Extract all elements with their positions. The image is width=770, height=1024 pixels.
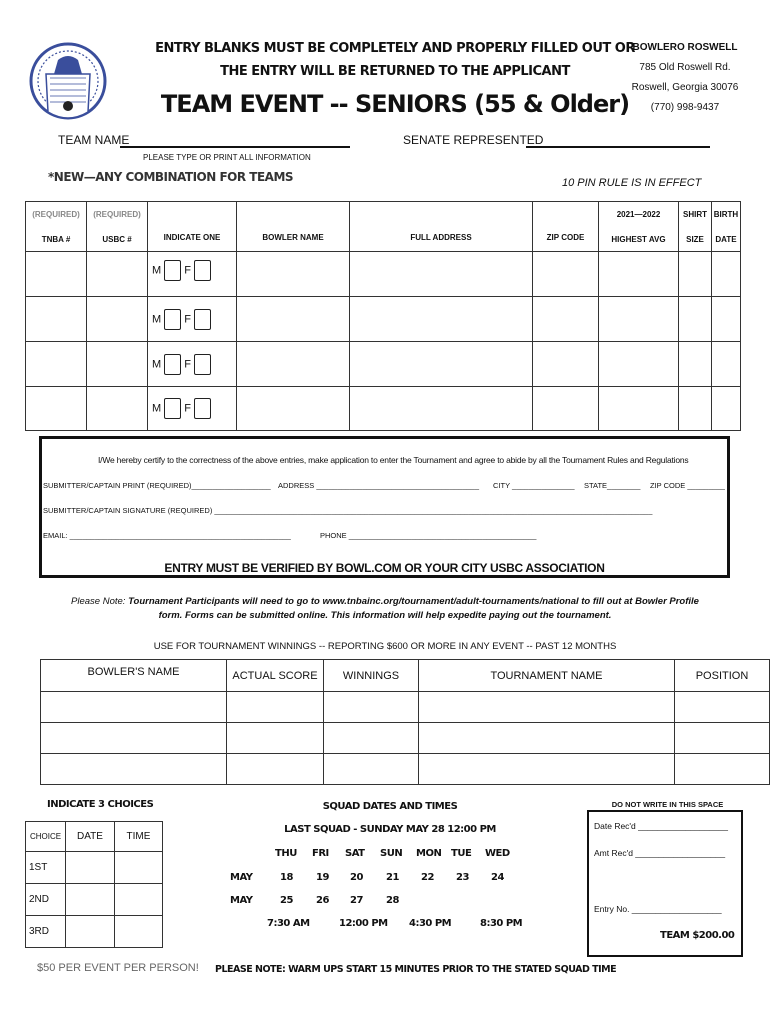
time-2: 12:00 PM [339, 918, 388, 929]
col-tnba [26, 202, 87, 252]
winnings-row [41, 754, 770, 785]
usbc-cell[interactable] [87, 297, 148, 342]
size-cell[interactable] [679, 297, 712, 342]
winnings-table [40, 659, 770, 785]
header-size: SIZE [686, 234, 704, 244]
choice-label: 2ND [26, 884, 66, 916]
day-sat: SAT [345, 848, 365, 859]
choice-label: 3RD [26, 916, 66, 948]
cell[interactable] [675, 754, 770, 785]
m-checkbox[interactable] [164, 309, 181, 330]
team-fee: TEAM $200.00 [660, 930, 735, 941]
f-checkbox[interactable] [194, 309, 211, 330]
senate-label: SENATE REPRESENTED [403, 133, 544, 147]
header-tnba: TNBA # [41, 234, 71, 244]
usbc-cell[interactable] [87, 387, 148, 431]
indicate-cell [148, 252, 237, 297]
zip-cell[interactable] [533, 342, 599, 387]
note-line-1 [60, 595, 710, 609]
choice-row [26, 916, 163, 948]
choices-table [25, 821, 163, 948]
m-label: M [152, 402, 162, 415]
tnba-cell[interactable] [26, 342, 87, 387]
cell[interactable] [324, 754, 419, 785]
date-recd-field[interactable]: Date Rec'd ___________________ [594, 821, 728, 831]
state-field[interactable]: STATE________ [584, 481, 641, 490]
day-wed: WED [485, 848, 510, 859]
cell[interactable] [41, 754, 227, 785]
header-full-address: FULL ADDRESS [410, 233, 472, 242]
header-choice: CHOICE [26, 822, 66, 852]
phone-field[interactable]: PHONE _____________________________________________ [320, 531, 537, 540]
day-fri: FRI [312, 848, 329, 859]
tnba-cell[interactable] [26, 252, 87, 297]
m-label: M [152, 264, 162, 277]
f-label: F [184, 312, 192, 325]
email-field[interactable]: EMAIL: _____________________________________________________ [43, 531, 291, 540]
verify-notice: ENTRY MUST BE VERIFIED BY BOWL.COM OR YOUR CITY USBC ASSOCIATION [164, 561, 605, 575]
size-cell[interactable] [679, 342, 712, 387]
header-bowlers-name: BOWLER'S NAME [41, 660, 227, 692]
choices-title: INDICATE 3 CHOICES [47, 799, 154, 810]
warmup-note: PLEASE NOTE: WARM UPS START 15 MINUTES PRIOR TO THE STATED SQUAD TIME [215, 964, 617, 975]
header-indicate: INDICATE ONE [163, 233, 221, 242]
entry-row [26, 387, 741, 431]
header-shirt: SHIRT [683, 209, 707, 219]
header-position: POSITION [675, 660, 770, 692]
type-note: PLEASE TYPE OR PRINT ALL INFORMATION [143, 153, 311, 162]
logo [28, 34, 108, 128]
birth-cell[interactable] [712, 387, 741, 431]
size-cell[interactable] [679, 387, 712, 431]
col-indicate [148, 202, 237, 252]
usbc-cell[interactable] [87, 252, 148, 297]
senate-field[interactable] [526, 146, 710, 148]
entry-no-field[interactable]: Entry No. ___________________ [594, 904, 722, 914]
fee-note: $50 PER EVENT PER PERSON! [37, 962, 199, 974]
venue-street: 785 Old Roswell Rd. [639, 62, 731, 73]
cell[interactable] [324, 723, 419, 754]
required-label: (REQUIRED) [32, 209, 80, 219]
header-birth: BIRTH [713, 209, 739, 219]
col-birth [712, 202, 741, 252]
col-address [350, 202, 533, 252]
submitter-print-field[interactable]: SUBMITTER/CAPTAIN PRINT (REQUIRED)___________________ [43, 481, 271, 490]
date-26: 26 [316, 895, 329, 906]
birth-cell[interactable] [712, 297, 741, 342]
winnings-header-row [41, 660, 770, 692]
day-mon: MON [416, 848, 442, 859]
m-checkbox[interactable] [164, 354, 181, 375]
birth-cell[interactable] [712, 252, 741, 297]
col-usbc [87, 202, 148, 252]
address-cell[interactable] [350, 297, 533, 342]
note-text-1: Tournament Participants will need to go to www.tnbainc.org/tournament/adult-tournaments/national to fill out at Bowler Profile [128, 596, 699, 607]
time-1: 7:30 AM [267, 918, 310, 929]
choice-row [26, 884, 163, 916]
last-squad: LAST SQUAD - SUNDAY MAY 28 12:00 PM [284, 824, 496, 835]
tnba-cell[interactable] [26, 297, 87, 342]
header-date: DATE [715, 234, 737, 244]
winnings-row [41, 692, 770, 723]
bowler-name-cell[interactable] [237, 387, 350, 431]
m-label: M [152, 312, 162, 325]
venue-phone: (770) 998-9437 [650, 102, 720, 113]
required-label: (REQUIRED) [93, 209, 141, 219]
entry-header-row [26, 202, 741, 252]
header-time: TIME [115, 822, 163, 852]
header-date: DATE [66, 822, 115, 852]
address-cell[interactable] [350, 342, 533, 387]
date-19: 19 [316, 872, 329, 883]
f-label: F [184, 264, 192, 277]
date-cell[interactable] [66, 916, 115, 948]
time-cell[interactable] [115, 916, 163, 948]
city-field[interactable]: CITY _______________ [493, 481, 575, 490]
date-22: 22 [421, 872, 434, 883]
zip-cell[interactable] [533, 252, 599, 297]
m-checkbox[interactable] [164, 398, 181, 419]
size-cell[interactable] [679, 252, 712, 297]
f-checkbox[interactable] [194, 398, 211, 419]
birth-cell[interactable] [712, 342, 741, 387]
day-tue: TUE [451, 848, 472, 859]
page-title: TEAM EVENT -- SENIORS (55 & Older) [160, 90, 630, 118]
bowler-name-cell[interactable] [237, 297, 350, 342]
address-cell[interactable] [350, 252, 533, 297]
venue-city: Roswell, Georgia 30076 [631, 82, 739, 93]
m-label: M [152, 357, 162, 370]
cell[interactable] [324, 692, 419, 723]
entry-row [26, 252, 741, 297]
header-bowler-name: BOWLER NAME [262, 233, 324, 242]
office-title: DO NOT WRITE IN THIS SPACE [611, 800, 724, 809]
winnings-row [41, 723, 770, 754]
venue-block [630, 38, 740, 118]
bowler-name-cell[interactable] [237, 252, 350, 297]
time-cell[interactable] [115, 884, 163, 916]
zip-field[interactable]: ZIP CODE _________ [650, 481, 725, 490]
header-actual-score: ACTUAL SCORE [227, 660, 324, 692]
date-21: 21 [386, 872, 399, 883]
choice-row [26, 852, 163, 884]
date-18: 18 [280, 872, 293, 883]
avg-cell[interactable] [599, 387, 679, 431]
col-bowler [237, 202, 350, 252]
note-line-2: form. Forms can be submitted online. This information will help expedite paying out the tournament. [158, 610, 612, 621]
time-3: 4:30 PM [409, 918, 452, 929]
combination-note: *NEW—ANY COMBINATION FOR TEAMS [48, 170, 294, 184]
cell[interactable] [41, 723, 227, 754]
cell[interactable] [675, 723, 770, 754]
f-label: F [184, 402, 192, 415]
date-28: 28 [386, 895, 399, 906]
f-checkbox[interactable] [194, 260, 211, 281]
header-tournament-name: TOURNAMENT NAME [419, 660, 675, 692]
date-27: 27 [350, 895, 363, 906]
cell[interactable] [419, 723, 675, 754]
cell[interactable] [41, 692, 227, 723]
time-4: 8:30 PM [480, 918, 523, 929]
cell[interactable] [227, 723, 324, 754]
date-25: 25 [280, 895, 293, 906]
header-highest-avg: HIGHEST AVG [611, 234, 666, 244]
team-name-label: TEAM NAME [58, 133, 130, 147]
address-cell[interactable] [350, 387, 533, 431]
avg-cell[interactable] [599, 297, 679, 342]
day-sun: SUN [380, 848, 403, 859]
squad-title: SQUAD DATES AND TIMES [322, 801, 458, 812]
amt-recd-field[interactable]: Amt Rec'd ___________________ [594, 848, 726, 858]
date-23: 23 [456, 872, 469, 883]
col-shirt [679, 202, 712, 252]
tnba-cell[interactable] [26, 387, 87, 431]
header-winnings: WINNINGS [324, 660, 419, 692]
header-year: 2021—2022 [616, 209, 661, 219]
certify-statement: I/We hereby certify to the correctness of the above entries, make application to enter the Tournament and agree to abide by all the Tournament Rules and Regulations [98, 455, 689, 465]
time-cell[interactable] [115, 852, 163, 884]
note-prefix: Please Note: [71, 596, 126, 607]
avg-cell[interactable] [599, 342, 679, 387]
tnba-seal-icon [28, 34, 108, 128]
indicate-cell [148, 387, 237, 431]
choice-label: 1ST [26, 852, 66, 884]
month-label: MAY [230, 872, 253, 883]
f-checkbox[interactable] [194, 354, 211, 375]
team-name-field[interactable] [120, 146, 350, 148]
please-note [60, 595, 710, 623]
col-zip [533, 202, 599, 252]
indicate-cell [148, 342, 237, 387]
month-label: MAY [230, 895, 253, 906]
entry-row [26, 297, 741, 342]
address-field[interactable]: ADDRESS _______________________________________ [278, 481, 480, 490]
header-usbc: USBC # [102, 234, 132, 244]
header-line-2: THE ENTRY WILL BE RETURNED TO THE APPLICANT [220, 64, 570, 79]
winnings-caption: USE FOR TOURNAMENT WINNINGS -- REPORTING $600 OR MORE IN ANY EVENT -- PAST 12 MONTHS [153, 641, 617, 652]
header-zip: ZIP CODE [546, 233, 585, 242]
date-cell[interactable] [66, 852, 115, 884]
header-line-1: ENTRY BLANKS MUST BE COMPLETELY AND PROPERLY FILLED OUT OR [155, 41, 635, 56]
cell[interactable] [227, 754, 324, 785]
signature-field[interactable]: SUBMITTER/CAPTAIN SIGNATURE (REQUIRED) _________________________________________________________________________________________________________ [43, 506, 653, 515]
venue-name: BOWLERO ROSWELL [632, 42, 738, 53]
choices-header-row [26, 822, 163, 852]
day-thu: THU [275, 848, 297, 859]
bowler-name-cell[interactable] [237, 342, 350, 387]
date-24: 24 [491, 872, 504, 883]
zip-cell[interactable] [533, 387, 599, 431]
pin-rule: 10 PIN RULE IS IN EFFECT [562, 177, 702, 189]
avg-cell[interactable] [599, 252, 679, 297]
usbc-cell[interactable] [87, 342, 148, 387]
entry-table [25, 201, 741, 431]
date-20: 20 [350, 872, 363, 883]
cell[interactable] [227, 692, 324, 723]
col-avg [599, 202, 679, 252]
indicate-cell [148, 297, 237, 342]
cell[interactable] [419, 692, 675, 723]
entry-row [26, 342, 741, 387]
f-label: F [184, 357, 192, 370]
cell[interactable] [419, 754, 675, 785]
cell[interactable] [675, 692, 770, 723]
m-checkbox[interactable] [164, 260, 181, 281]
zip-cell[interactable] [533, 297, 599, 342]
date-cell[interactable] [66, 884, 115, 916]
